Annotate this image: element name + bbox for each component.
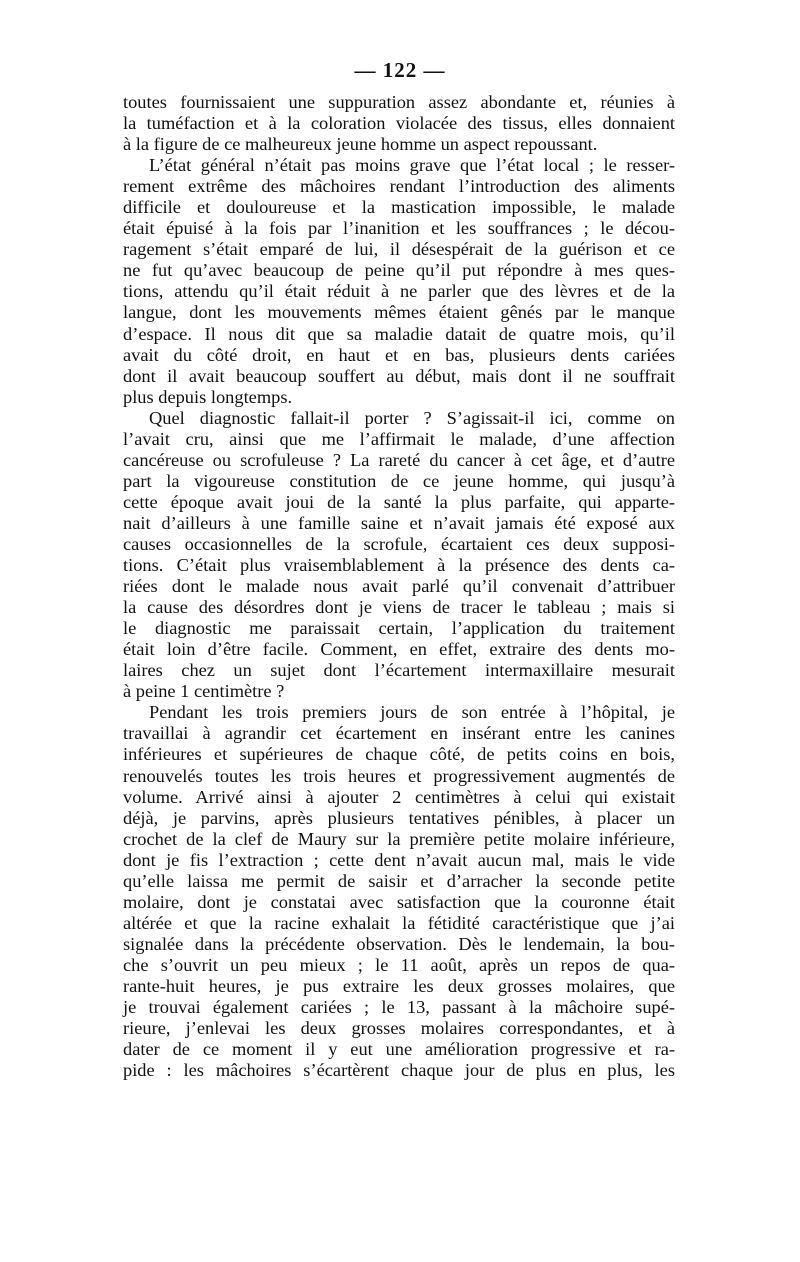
text-line: renouvelés toutes les trois heures et progressivement augmentés de bbox=[123, 765, 675, 786]
text-line: difficile et douloureuse et la mastication impossible, le malade bbox=[123, 197, 675, 218]
text-line: était épuisé à la fois par l’inanition et les souffrances ; le décou- bbox=[123, 218, 675, 239]
text-line: dont il avait beaucoup souffert au début, mais dont il ne souffrait bbox=[123, 365, 675, 386]
text-line: rante-huit heures, je pus extraire les deux grosses molaires, que bbox=[123, 975, 675, 996]
text-line: che s’ouvrit un peu mieux ; le 11 août, après un repos de qua- bbox=[123, 954, 675, 975]
text-line: riées dont le malade nous avait parlé qu’il convenait d’attribuer bbox=[123, 576, 675, 597]
text-line: part la vigoureuse constitution de ce jeune homme, qui jusqu’à bbox=[123, 470, 675, 491]
text-line: nait d’ailleurs à une famille saine et n’avait jamais été exposé aux bbox=[123, 512, 675, 533]
text-line: toutes fournissaient une suppuration assez abondante et, réunies à bbox=[123, 92, 675, 112]
text-line: dont je fis l’extraction ; cette dent n’avait aucun mal, mais le vide bbox=[123, 849, 675, 870]
text-line: ragement s’était emparé de lui, il désespérait de la guérison et ce bbox=[123, 239, 675, 260]
text-line: pide : les mâchoires s’écartèrent chaque jour de plus en plus, les bbox=[123, 1060, 675, 1081]
text-line: causes occasionnelles de la scrofule, écartaient ces deux supposi- bbox=[123, 533, 675, 554]
body-text bbox=[123, 92, 675, 1081]
text-line: était loin d’être facile. Comment, en effet, extraire des dents mo- bbox=[123, 639, 675, 660]
text-line: la tuméfaction et à la coloration violacée des tissus, elles donnaient bbox=[123, 113, 675, 134]
text-line: langue, dont les mouvements mêmes étaient gênés par le manque bbox=[123, 302, 675, 323]
text-line: tions, attendu qu’il était réduit à ne parler que des lèvres et de la bbox=[123, 281, 675, 302]
text-line: dater de ce moment il y eut une amélioration progressive et ra- bbox=[123, 1039, 675, 1060]
text-line: inférieures et supérieures de chaque côté, de petits coins en bois, bbox=[123, 744, 675, 765]
text-line: je trouvai également cariées ; le 13, passant à la mâchoire supé- bbox=[123, 997, 675, 1018]
text-line: avait du côté droit, en haut et en bas, plusieurs dents cariées bbox=[123, 344, 675, 365]
text-line: L’état général n’était pas moins grave que l’état local ; le resser- bbox=[149, 155, 675, 176]
text-line: laires chez un sujet dont l’écartement intermaxillaire mesurait bbox=[123, 660, 675, 681]
text-line: la cause des désordres dont je viens de tracer le tableau ; mais si bbox=[123, 597, 675, 618]
text-line: à la figure de ce malheureux jeune homme un aspect repoussant. bbox=[123, 134, 598, 155]
text-line: volume. Arrivé ainsi à ajouter 2 centimètres à celui qui existait bbox=[123, 786, 675, 807]
page-number: — 122 — bbox=[354, 58, 446, 82]
text-line: crochet de la clef de Maury sur la première petite molaire inférieure, bbox=[123, 828, 675, 849]
text-line: Quel diagnostic fallait-il porter ? S’agissait-il ici, comme on bbox=[149, 407, 675, 428]
text-line: l’avait cru, ainsi que me l’affirmait le malade, d’une affection bbox=[123, 428, 675, 449]
text-line: ne fut qu’avec beaucoup de peine qu’il put répondre à mes ques- bbox=[123, 260, 675, 281]
text-line: cancéreuse ou scrofuleuse ? La rareté du cancer à cet âge, et d’autre bbox=[123, 449, 675, 470]
text-line: altérée et que la racine exhalait la fétidité caractéristique que j’ai bbox=[123, 912, 675, 933]
text-line: rieure, j’enlevai les deux grosses molaires correspondantes, et à bbox=[123, 1018, 675, 1039]
text-line: signalée dans la précédente observation. Dès le lendemain, la bou- bbox=[123, 933, 675, 954]
text-line: qu’elle laissa me permit de saisir et d’arracher la seconde petite bbox=[123, 870, 675, 891]
text-line: à peine 1 centimètre ? bbox=[123, 681, 285, 702]
text-line: travaillai à agrandir cet écartement en insérant entre les canines bbox=[123, 723, 675, 744]
text-line: plus depuis longtemps. bbox=[123, 386, 293, 407]
text-line: rement extrême des mâchoires rendant l’introduction des aliments bbox=[123, 176, 675, 197]
text-line: Pendant les trois premiers jours de son entrée à l’hôpital, je bbox=[149, 702, 675, 723]
text-line: le diagnostic me paraissait certain, l’application du traitement bbox=[123, 618, 675, 639]
text-line: tions. C’était plus vraisemblablement à la présence des dents ca- bbox=[123, 555, 675, 576]
text-line: molaire, dont je constatai avec satisfaction que la couronne était bbox=[123, 891, 675, 912]
text-line: déjà, je parvins, après plusieurs tentatives pénibles, à placer un bbox=[123, 807, 675, 828]
text-line: d’espace. Il nous dit que sa maladie datait de quatre mois, qu’il bbox=[123, 323, 675, 344]
text-line: cette époque avait joui de la santé la plus parfaite, qui apparte- bbox=[123, 491, 675, 512]
